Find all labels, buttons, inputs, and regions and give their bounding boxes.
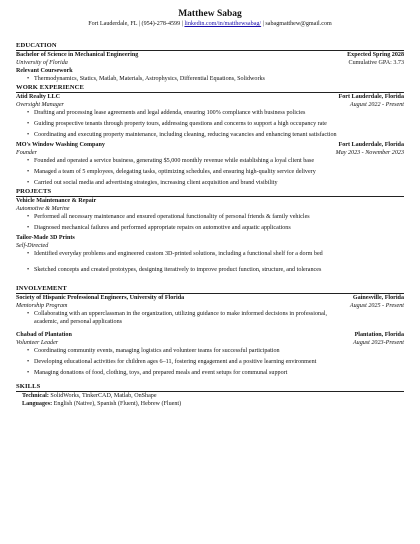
school: University of Florida (16, 60, 68, 66)
project-name: Vehicle Maintenance & Repair (16, 198, 97, 204)
involvement-entry (16, 331, 404, 377)
candidate-name: Matthew Sabag (178, 9, 242, 19)
coursework-label: Relevant Coursework (16, 68, 73, 74)
involvement-bullets (16, 310, 404, 326)
project-subtitle: Automotive & Marine (16, 206, 70, 212)
job-entry (16, 141, 404, 187)
degree: Bachelor of Science in Mechanical Engineering (16, 52, 139, 58)
list-item: • Sketched concepts and created prototypes, designing iteratively to improve product function, structure, and tolerances (16, 266, 404, 274)
contact-phone: (954)-278-4599 (141, 21, 181, 27)
involvement-dates: August 2023-Present (352, 340, 404, 346)
list-item: • Developing educational activities for children ages 6–11, fostering engagement and a positive learning environment (16, 358, 404, 366)
involvement-bullets (16, 347, 404, 377)
job-location: Fort Lauderdale, Florida (338, 94, 404, 100)
section-involvement-title: INVOLVEMENT (16, 285, 404, 294)
involvement-dates: August 2025 - Present (349, 303, 404, 309)
list-item: • Managed a team of 5 employees, delegating tasks, optimizing schedules, and ensuring high-quality service delivery (16, 168, 404, 176)
graduation-date: Expected Spring 2028 (347, 52, 404, 58)
list-item: • Carried out social media and advertising strategies, increasing client acquisition and brand visibility (16, 179, 404, 187)
company: MO's Window Washing Company (16, 142, 105, 148)
skills-languages: Languages: English (Native), Spanish (Fluent), Hebrew (Fluent) (22, 401, 182, 407)
job-role: Founder (16, 150, 37, 156)
involvement-role: Mentorship Program (16, 303, 68, 309)
contact-line: Fort Lauderdale, FL | (954)-278-4599 | linkedin.com/in/matthewsabag/ | sabagmatthew@gmail.com (88, 21, 332, 27)
project-subtitle: Self-Directed (16, 243, 49, 249)
education-subheader (16, 59, 404, 67)
gpa: Cumulative GPA: 3.73 (348, 60, 404, 66)
list-item: • Coordinating and executing property maintenance, including cleaning, reducing vacancies and enhancing tenant satisfaction (16, 131, 404, 139)
list-item: • Diagnosed mechanical failures and performed appropriate repairs on automotive and aquatic applications (16, 224, 404, 232)
section-education-title: EDUCATION (16, 42, 404, 51)
contact-location: Fort Lauderdale, FL (88, 21, 138, 27)
job-entry (16, 93, 404, 139)
section-projects-title: PROJECTS (16, 188, 404, 197)
linkedin-link[interactable]: linkedin.com/in/matthewsabag/ (184, 21, 262, 27)
project-entry (16, 234, 404, 274)
list-item: • Performed all necessary maintenance and ensured operational functionality of personal friends & family vehicles (16, 213, 404, 221)
list-item: • Collaborating with an upperclassman in the organization, utilizing guidance to make informed decisions in professional, academic, and personal applications (16, 310, 404, 326)
coursework-list (16, 75, 404, 83)
job-location: Fort Lauderdale, Florida (338, 142, 404, 148)
contact-email[interactable]: sabagmatthew@gmail.com (265, 21, 332, 27)
list-item: • Identified everyday problems and engineered custom 3D-printed solutions, including a functional shelf for a dorm bed (16, 250, 404, 258)
job-dates: August 2022 - Present (349, 102, 404, 108)
project-bullets (16, 213, 404, 232)
list-item: • Drafting and processing lease agreements and legal addenda, ensuring 100% compliance with business policies (16, 109, 404, 117)
skills-languages-label: Languages (22, 401, 51, 407)
involvement-role: Volunteer Leader (16, 340, 59, 346)
involvement-entry (16, 294, 404, 326)
organization: Society of Hispanic Professional Engineers, University of Florida (16, 295, 185, 301)
section-work-title: WORK EXPERIENCE (16, 84, 404, 93)
list-item: • Founded and operated a service business, generating $5,000 monthly revenue while establishing a loyal client base (16, 157, 404, 165)
skills-languages-value: English (Native), Spanish (Fluent), Hebrew (Fluent) (53, 401, 182, 407)
job-bullets (16, 109, 404, 139)
company: Atid Realty LLC (16, 94, 61, 100)
list-item: • Thermodynamics, Statics, Matlab, Materials, Astrophysics, Differential Equations, Solidworks (16, 75, 404, 83)
involvement-location: Plantation, Florida (354, 332, 404, 338)
list-item: • Guiding prospective tenants through property tours, addressing questions and concerns to support a high occupancy rate (16, 120, 404, 128)
section-skills-title: SKILLS (16, 383, 404, 392)
project-bullets (16, 250, 404, 274)
project-name: Tailor-Made 3D Prints (16, 235, 75, 241)
education-header (16, 51, 404, 59)
list-item: • Managing donations of food, clothing, toys, and prepared meals and event setups for communal support (16, 369, 404, 377)
skills-technical-label: Technical (22, 393, 47, 399)
job-dates: May 2023 - November 2023 (335, 150, 404, 156)
list-item: • Coordinating community events, managing logistics and volunteer teams for successful participation (16, 347, 404, 355)
involvement-location: Gainesville, Florida (352, 295, 404, 301)
job-bullets (16, 157, 404, 187)
organization: Chabad of Plantation (16, 332, 72, 338)
project-entry (16, 197, 404, 232)
skills-technical-value: SolidWorks, TinkerCAD, Matlab, OnShape (50, 393, 157, 399)
job-role: Oversight Manager (16, 102, 64, 108)
skills-technical: Technical: SolidWorks, TinkerCAD, Matlab, OnShape (22, 393, 157, 399)
